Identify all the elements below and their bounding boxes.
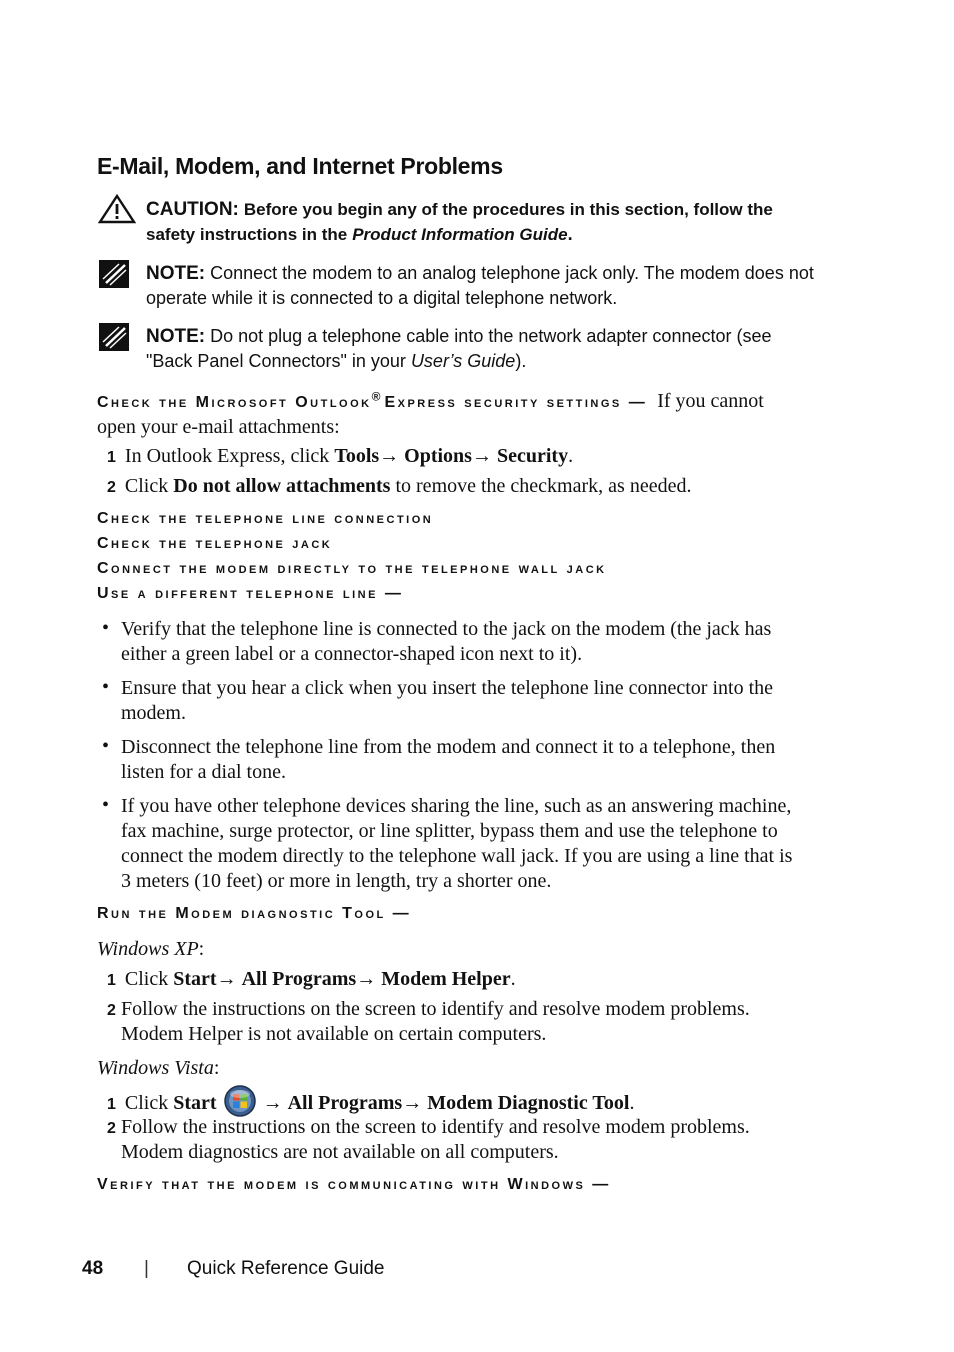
- menu-path-options: Options: [404, 445, 472, 467]
- bullet-item: Disconnect the telephone line from the modem and connect it to a telephone, then listen for a dial tone.: [121, 736, 776, 783]
- heading-connect-direct: Connect the modem directly to the telephone wall jack: [97, 560, 607, 577]
- vista-step-2: Follow the instructions on the screen to identify and resolve modem problems. Modem diagnostics are not available on all computers.: [121, 1116, 750, 1163]
- bullet-item: Verify that the telephone line is connected to the jack on the modem (the jack has either a green label or a connector-shaped icon next to it).: [121, 618, 772, 665]
- heading-check-line-connection: Check the telephone line connection: [97, 510, 434, 527]
- bullet-item: If you have other telephone devices sharing the line, such as an answering machine, fax machine, surge protector, or line splitter, bypass them and use the telephone to connect the modem directly to the telephone wall jack. If you are using a line that is 3 meters (10 feet) or more in length, try a shorter one.: [121, 795, 793, 892]
- note-pencil-icon: [98, 322, 130, 357]
- bullet-marker: •: [102, 676, 110, 698]
- bullet-item: Ensure that you hear a click when you insert the telephone line connector into the modem.: [121, 677, 774, 724]
- outlook-heading: Check the Microsoft Outlook® Express security settings — If you cannot: [97, 389, 764, 412]
- bullet-marker: •: [102, 735, 110, 757]
- caution-triangle-icon: [98, 194, 136, 229]
- xp-step-2-num: 2: [107, 1002, 116, 1019]
- outlook-step-2: 2 Click Do not allow attachments to remove the checkmark, as needed.: [107, 475, 692, 497]
- xp-step-1: 1 Click Start→ All Programs→ Modem Helper.: [107, 968, 516, 990]
- note-connect-analog: NOTE: Connect the modem to an analog telephone jack only. The modem does not operate while it is connected to a digital telephone network.: [146, 263, 814, 308]
- windows-vista-label: Windows Vista:: [97, 1057, 220, 1079]
- caution-label: CAUTION:: [146, 199, 239, 220]
- caution-text: CAUTION: Before you begin any of the procedures in this section, follow the safety instructions in the Product Information Guide.: [146, 199, 773, 244]
- note-pencil-icon: [98, 259, 130, 294]
- outlook-intro: open your e-mail attachments:: [97, 416, 340, 438]
- option-do-not-allow-attachments: Do not allow attachments: [173, 475, 391, 497]
- page-number: 48: [82, 1258, 104, 1279]
- heading-modem-diagnostic: Run the Modem diagnostic Tool —: [97, 905, 412, 922]
- outlook-step-1: 1 In Outlook Express, click Tools→ Options→ Security.: [107, 445, 574, 467]
- vista-step-1: 1 Click Start → All Programs→ Modem Diagnostic Tool.: [107, 1085, 634, 1124]
- heading-verify-modem: Verify that the modem is communicating with Windows —: [97, 1176, 611, 1193]
- footer-separator: |: [144, 1258, 149, 1279]
- note-label: NOTE:: [146, 326, 206, 347]
- windows-xp-label: Windows XP:: [97, 938, 205, 960]
- section-title: E-Mail, Modem, and Internet Problems: [97, 153, 503, 179]
- bullet-marker: •: [102, 794, 110, 816]
- heading-check-jack: Check the telephone jack: [97, 535, 333, 552]
- xp-step-2: Follow the instructions on the screen to identify and resolve modem problems. Modem Helper is not available on certain computers.: [121, 998, 750, 1045]
- footer-guide-title: Quick Reference Guide: [187, 1258, 385, 1279]
- note-network-adapter: NOTE: Do not plug a telephone cable into the network adapter connector (see "Back Panel Connectors" in your User’s Guide).: [146, 326, 772, 371]
- heading-different-line: Use a different telephone line —: [97, 585, 404, 602]
- menu-path-tools: Tools: [334, 445, 380, 467]
- note-label: NOTE:: [146, 263, 206, 284]
- bullet-marker: •: [102, 617, 110, 639]
- vista-step-2-num: 2: [107, 1120, 116, 1137]
- menu-path-security: Security: [496, 445, 569, 467]
